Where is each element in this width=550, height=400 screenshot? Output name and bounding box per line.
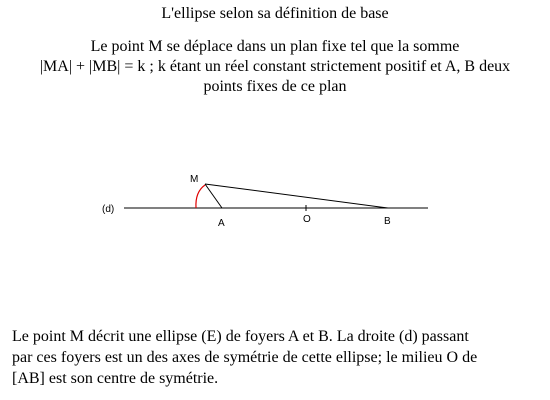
segment-mb <box>205 184 388 208</box>
red-arc <box>196 185 205 208</box>
segment-ma <box>205 184 222 208</box>
statement-line-3: points fixes de ce plan <box>203 78 347 95</box>
figure-svg <box>0 160 550 240</box>
page-title: L'ellipse selon sa définition de base <box>161 5 389 22</box>
statement-line-2: |MA| + |MB| = k ; k étant un réel constant strictement positif et A, B deux <box>39 58 511 75</box>
conclusion-line-1: Le point M décrit une ellipse (E) de foyers A et B. La droite (d) passant <box>12 328 469 345</box>
conclusion-line-3: [AB] est son centre de symétrie. <box>12 370 219 387</box>
ellipse-construction-figure <box>0 160 550 240</box>
label-line-d: (d) <box>102 204 115 215</box>
label-point-a: A <box>218 218 225 229</box>
conclusion-line-2: par ces foyers est un des axes de symétrie de cette ellipse; le milieu O de <box>12 349 478 366</box>
label-point-b: B <box>384 216 391 227</box>
problem-statement <box>0 37 550 97</box>
label-point-o: O <box>303 214 311 225</box>
conclusion-text <box>12 326 547 389</box>
label-point-m: M <box>190 174 199 185</box>
statement-line-1: Le point M se déplace dans un plan fixe tel que la somme <box>90 38 460 55</box>
